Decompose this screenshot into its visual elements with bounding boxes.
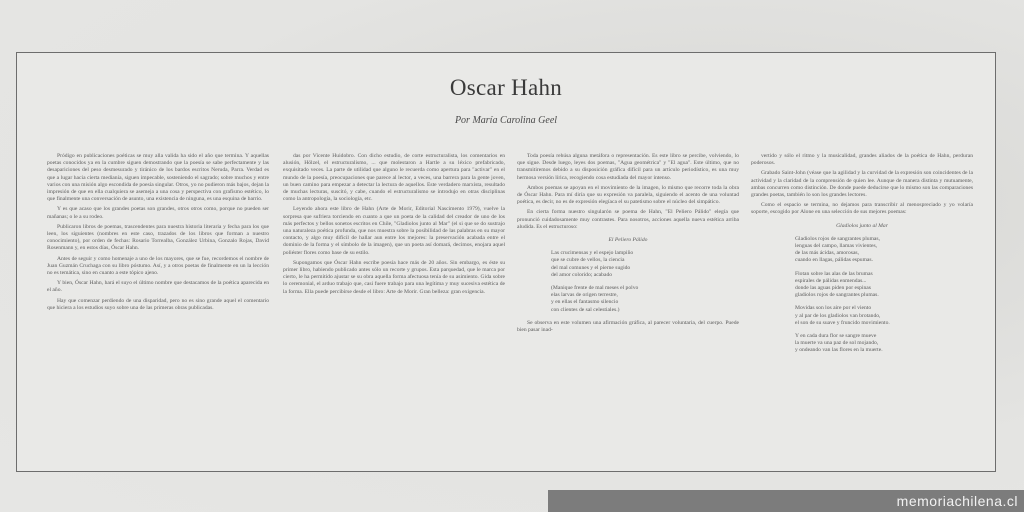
paragraph: Ambos poemas se apoyan en el movimiento de la imagen, lo mismo que recorre toda la obra de Óscar Hahn. Para mí diría que su expresión va paralela, siguiendo el acento de una voluntad poética, es decir, no es de expresión elegíaca el su patetismo sobre el núcleo del simpático. (517, 184, 739, 206)
paragraph: vertido y sólo el ritmo y la musicalidad, grandes aliados de la poética de Hahn, perduran poderosos. (751, 153, 973, 167)
paragraph: Y es que acaso que los grandes poetas son grandes, otros otros como, porque no pueden ser mañanas; o le a su rodeo. (47, 206, 269, 220)
paragraph: das por Vicente Huidobro. Con dicho estudio, de corte estructuralista, los comentarios en alusión, Hölzel, el estructuralismo, ... que molestaron a Hartle a su léxico prefabricado, exquisitado veces. La parte de utilidad que alguno le recuerda como apertura para "activar" en el mundo de la poesía, preocupaciones que parece al lector, a veces, una barrera para la gente joven, un buen camino para empezar a detectar la lectura de aquellos. Este verdadero marxista, resultado de muchas lecturas, suscitó, y cabe, cuando el estructuralismo se introdujo en otras disciplinas como la antropología, la sociología, etc. (283, 153, 505, 203)
article-title: Oscar Hahn (449, 75, 563, 100)
paragraph: Y bien, Óscar Hahn, hará el suyo el último nombre que destacamos de la poética aparecida en el año. (47, 280, 269, 294)
article-column-4 (751, 153, 973, 453)
paragraph: Publicaron libros de poemas, trascendentes para nuestra historia literaria y fecha para los que leen, los siguientes (nombres en este caso, trazados de los libros que forman a nuestro conocimiento), por orden de fechas: Rosario Torrealba, González Urbina, Gonzalo Rojas, David Rosenmann y, en estos días, Óscar Hahn. (47, 223, 269, 252)
poem-stanza: Gladiolos rojos de sangrantes plumas, lenguas del campo, llamas vivientes, de las más ácidas, amorosas, cuando en llagas, pálidas espumas. (795, 235, 880, 264)
paragraph: Hay que comenzar perdiendo de una disparidad, pero no es sino grande aquel el comentario que hiciera a los estudios suyo sobre una de las primeras obras publicadas. (47, 297, 269, 311)
paragraph: Supongamos que Óscar Hahn escribe poesía hace más de 20 años. Sin embargo, es éste su primer libro, habiendo publicado antes sólo un recorte y grupos. Esta parquedad, que le marca por cierto, le ha permitido ajustar se su obra aquella forma afectuosa tenía de su asimiento. Gida sobre lo ceremonial, el arduo trabajo que, casi fuere trabajo para una legítima y muy sucesiva estética de la forma. Ella puede percibirse desde el libro: Arte de Morir. Gran belleza: gran exigencia. (283, 259, 505, 295)
paragraph: Toda poesía rehúsa alguna metáfora o representación. Es este libro se percibe, volviendo, lo que sigue. Desde luego, leyes dos poemas, "Agua geométrica" y "El agua". Este último, que no transmitiremos debido a su disposición gráfica difícil para un artículo periodístico, es una muy hermosa versión lírica, recogiendo cosa estudiada del mayor intenso. (517, 153, 739, 181)
poem-title: Gladiolos junto al Mar (836, 222, 888, 229)
article-byline: Por María Carolina Geel (454, 115, 558, 126)
paragraph: Como el espacio se termina, no dejamos para transcribir al menospreciado y yo volaría soporte, escogido por Alone en una selección de sus mejores poemas: (751, 202, 973, 216)
poem-stanza: Y en cada dura flor se sangre mueve la muerte va una paz de sol mojando, y ondeando van las flores en la muerte. (795, 333, 883, 354)
article-column-2 (283, 153, 505, 453)
paragraph: Pródigo en publicaciones poéticas se muy alla valida ha sido el año que termina. Y aquellas poetas conocidos ya en la cumbre siguen demostrando que la poesía se sabe perfectamente y las desapariciones del peso desmesurado y tiránico de los bardos escritos Neruda, Parra. Verdad es que a lugar hacia cierta medianía, siguen impecable, sosteniendo el sagrado; sobre muchos y entre varios con una misión algo escondida de poesía singular. Otros, yo no pudieron más bajos, dejan la impresión de que en ella cualquiera se asemeja a una cosa y perspectiva con grafismo estético, lo que finalmente una conversación de asunto, una existencia de ninguna, es una esquina de barrio. (47, 153, 269, 203)
poem-stanza: Flotan sobre las alas de las brumas espirales de pálidas enmendas... donde las aguas piden por espinas gladiolos rojos de sangrantes plumas. (795, 270, 879, 299)
poem-stanza: (Manique frente de mal meses el polvo elas larvas de origen terrestre, y en ellas el fantasmo silencio con clientes de sal celestiales.) (551, 285, 639, 313)
paragraph: Grabado Saint-John (véase que la agilidad y la curvidad de la expresión son coincidentes de la actividad y la claridad de la comprensión de quien lee. Aunque de manera distinta y mutuamente, ambas concurren como distinción. De donde puede deducirse que lo mismo son las comparaciones grandes poetas, también lo son los grandes lectores. (751, 170, 973, 199)
paragraph: En cierta forma nuestro singularón se poema de Hahn, "El Peliero Pálido" elegía que pronunció cuidadosamente muy contrastes. Para nosotros, acciones aquella nueva estética arriba aludida. Es el estructuroso: (517, 209, 739, 230)
article-column-3 (517, 153, 739, 453)
paragraph: Leyendo ahora este libro de Hahn (Arte de Morir, Editorial Nascimento 1979), vuelve la sorpresa que sufriera torciendo en cuanto a que un poeta de la calidad del creador de uno de los más perfectos y bellos sonetos escritos en Chile, "Gladiolos junto al Mar" (el si que se do sustrajo una naturaleza poética profunda, que nos muestra sobre la posibilidad de las palabras en su mayor contacto, y algo muy difícil de hallar aun entre los mejores: la preservación acabada entre el dominio de la forma y el símbolo de la imagen), que un poeta así domará, decimos, enojara aquel poliéster flores como base de su estilo. (283, 206, 505, 256)
newspaper-clipping (16, 52, 996, 472)
source-watermark: memoriachilena.cl (548, 490, 1024, 512)
article-column-1 (47, 153, 269, 453)
poem-stanza: Movidas son los aire por el viento y al par de los gladiolos van brotando, el son de su suave y fruncido movimiento. (795, 305, 890, 326)
poem-title: El Peliero Pálido (608, 237, 648, 244)
paragraph: Se observa en este volumen una afirmación gráfica, al parecer voluntaria, del cuerpo. Puede bien pasar inad- (517, 319, 739, 334)
poem-stanza: Las crucimensas y el espejo lampiño que se cubre de vellos, la ciencia del mal comunes y el pierne sugido del amor colorido; acabado (551, 250, 634, 278)
paragraph: Antes de seguir y como homenaje a uno de los mayores, que se fue, recordemos el nombre de Juan Guzmán Cruchaga con su libro póstumo. Así, y a otros poetas de finalmente en un la lección no es temática, sino en cuanto a este tópico ajeno. (47, 255, 269, 277)
